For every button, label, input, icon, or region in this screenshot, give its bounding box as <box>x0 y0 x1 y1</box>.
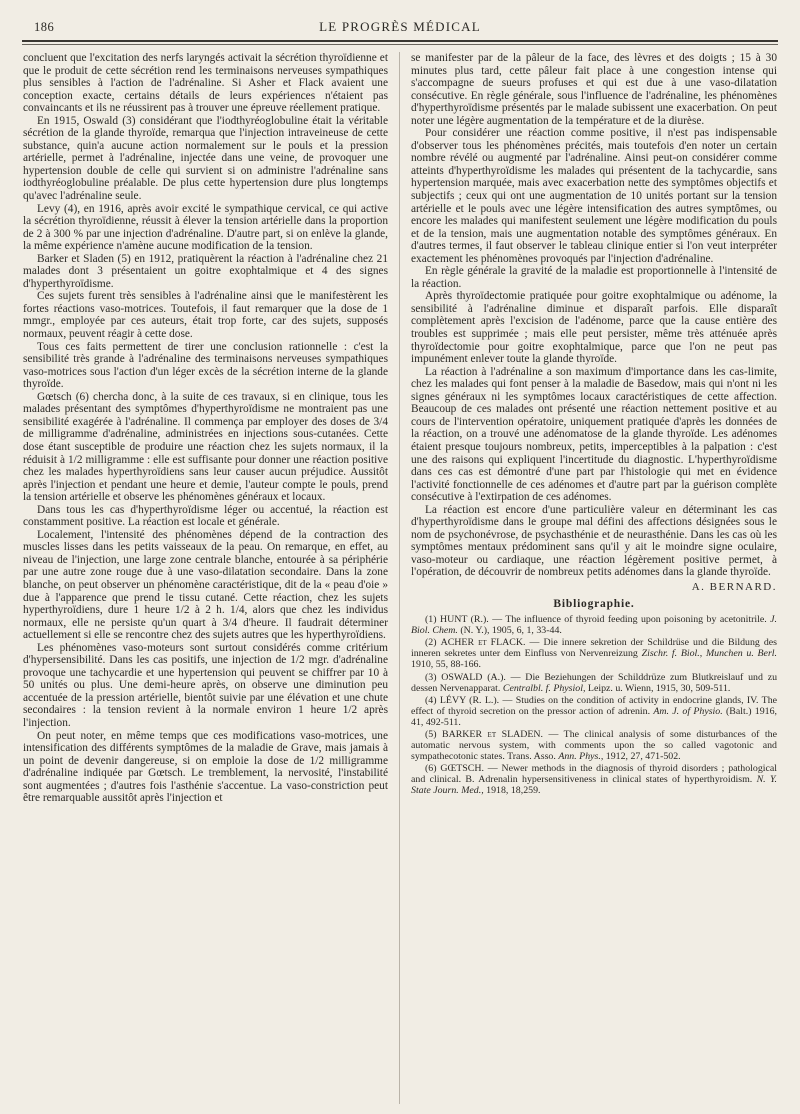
entry-journal: Zischr. f. Biol., Munchen u. Berl. <box>641 648 777 660</box>
entry-author: BARKER et SLADEN. <box>442 729 543 740</box>
bibliography <box>411 614 777 797</box>
entry-journal: N. Y. State Journ. Med., <box>411 774 778 797</box>
entry-text: — Die Beziehungen der Schilddrüze zum Blutkreislauf und zu dessen Nervenapparat. <box>411 671 778 694</box>
bibliography-entry <box>411 614 777 636</box>
paragraph: Dans tous les cas d'hyperthyroïdisme léger ou accentué, la réaction est constamment positive. La réaction est locale et générale. <box>23 503 388 529</box>
right-column <box>411 52 777 798</box>
entry-text: — Studies on the condition of activity in endocrine glands, IV. The effect of thyroid secretion on the pressor action of adrenin. <box>411 694 778 717</box>
paragraph: La réaction est encore d'une particulière valeur en déterminant les cas d'hyperthyroïdisme dans le groupe mal défini des affections désignées sous le nom de psychonévrose, de psychasthénie et de neurasthénie. Dans les cas où les symptômes mentaux prédominent sans qu'il y ait le moindre signe oculaire, vaso-moteur ou cardiaque, une réaction légèrement positive permet, à l'opération, de découvrir de nombreux petits adénomes dans la glande thyroïde. <box>411 503 777 579</box>
entry-ref: 1918, 18,259. <box>486 785 541 797</box>
column-divider <box>399 52 400 1104</box>
paragraph: Ces sujets furent très sensibles à l'adrénaline ainsi que le manifestèrent les fortes réactions vaso-motrices. Toutefois, il faut remarquer que la dose de 1 mmgr., employée par ces auteurs, était trop forte, car des sujets, supposés normaux, peuvent réagir à cette dose. <box>23 290 388 341</box>
entry-author: ACHER et FLACK. <box>440 637 526 649</box>
paragraph: En règle générale la gravité de la maladie est proportionnelle à l'intensité de la réaction. <box>411 265 777 290</box>
bibliography-entry <box>411 695 777 728</box>
entry-ref: Leipz. u. Wienn, 1915, 30, 509-511. <box>587 682 731 694</box>
entry-number: (5) <box>425 729 437 740</box>
entry-text: — Newer methods in the diagnosis of thyroid disorders ; pathological and clinical. B. Adrenalin hypersensitiveness in clinical states of hyperthyroidism. <box>411 763 778 786</box>
entry-text: — The influence of thyroid feeding upon poisoning by acetonitrile. <box>492 614 767 626</box>
entry-number: (4) <box>425 694 437 706</box>
entry-ref: (N. Y.), 1905, 6, 1, 33-44. <box>460 625 562 637</box>
entry-journal: Centralbl. f. Physiol, <box>502 682 586 694</box>
paragraph: Les phénomènes vaso-moteurs sont surtout considérés comme critérium d'hypersensibilité. Dans les cas positifs, une injection de 1/2 mgr. d'adrénaline provoque une tachycardie et une hypertension qui peuvent se chiffrer par 10 à 50 unités ou plus. Une demi-heure après, on observe une diminution peu accentuée de la pression artérielle, bientôt suivie par une élévation et une chute secondaires : la tension revient à la normale environ 1 heure 1/2 après l'injection. <box>23 641 388 729</box>
entry-number: (6) <box>425 763 437 775</box>
entry-author: LÉVY (R. L.). <box>439 694 500 706</box>
entry-number: (3) <box>425 671 437 683</box>
author-signature: A. BERNARD. <box>691 580 777 593</box>
entry-number: (1) <box>425 614 437 626</box>
paragraph: concluent que l'excitation des nerfs laryngés activait la sécrétion thyroïdienne et que le produit de cette sécrétion rend les terminaisons nerveuses sympathiques plus sensibles à l'action de l'adrénaline. Si Asher et Flack avaient une conception exacte, certains détails de leurs expériences n'étaient pas convaincants et ils ne réussirent pas à trouver une épreuve réellement pratique. <box>23 52 388 115</box>
entry-ref: 1910, 55, 88-166. <box>411 659 481 671</box>
paragraph: En 1915, Oswald (3) considérant que l'iodthyréoglobuline était la véritable sécrétion de la glande thyroïde, remarqua que l'injection intraveineuse de cette substance, quin'a aucune action normalement sur le pouls et la pression artérielle, permet à l'adrénaline, injectée dans une veine, de provoquer une hypertension double de celle qui survient si on administre l'adrénaline sans iodthyréoglobuline préalable. De plus cette hypertension dure plus longtemps qu'avec l'adrénaline seule. <box>23 114 388 203</box>
paragraph: se manifester par de la pâleur de la face, des lèvres et des doigts ; 15 à 30 minutes plus tard, cette pâleur fait place à une congestion intense qui s'accompagne de sueurs profuses et qui est due à une vaso-dilatation consécutive. En règle générale, sous l'influence de l'adrénaline, les phénomènes d'hyperthyroïdisme présentés par le malade subissent une exacerbation. On peut noter une légère augmentation de la température et de la diurèse. <box>411 52 777 127</box>
page-number: 186 <box>34 20 55 34</box>
entry-ref: (Balt.) 1916, 41, 492-511. <box>411 705 777 728</box>
entry-journal: Ann. Phys., <box>558 751 604 763</box>
entry-journal: J. Biol. Chem. <box>411 614 777 637</box>
bibliography-entry <box>411 763 777 796</box>
paragraph: On peut noter, en même temps que ces modifications vaso-motrices, une intensification des différents symptômes de la maladie de Grave, mais jamais à un point de devenir dangereuse, si on emploie la dose de 1/2 milligramme d'adrénaline indiquée par Gœtsch. Le tremblement, la nervosité, l'instabilité sont augmentées ; d'autres fois l'asthénie s'accentue. La vaso-constriction peut être remarquable aussitôt après l'injection et <box>23 729 388 805</box>
paragraph: La réaction à l'adrénaline a son maximum d'importance dans les cas-limite, chez les malades qui font penser à la maladie de Basedow, mais qui n'ont ni les signes généraux ni les symptômes locaux caractéristiques de cette affection. Beaucoup de ces malades ont présenté une réaction nettement positive et au cours de l'intervention opératoire, uniquement pratiquée d'après les données de la réaction, on a trouvé une adénomatose de la glande thyroïde. Les adénomes étaient presque toujours nombreux, petits, imperceptibles à la palpation : c'est une des raisons qui expliquent l'incertitude du diagnostic. L'hyperthyroïdisme dans ces cas est démontré d'une part par l'histologie qui met en évidence l'activité fonctionnelle de ces adénomes et d'autre part par la guérison complète consécutive à l'extirpation de ces adénomes. <box>411 365 777 504</box>
entry-text: — Die innere sekretion der Schildrüse und die Bildung des inneren sekretes unter dem Einfluss von Nervenreizung <box>411 637 778 660</box>
paragraph: Tous ces faits permettent de tirer une conclusion rationnelle : c'est la sensibilité très grande à l'adrénaline des terminaisons nerveuses sympathiques vaso-motrices sous l'action d'un léger excès de la sécrétion interne de la glande thyroïde. <box>23 340 388 391</box>
bibliography-entry <box>411 729 777 762</box>
bibliography-entry <box>411 637 777 670</box>
paragraph: Barker et Sladen (5) en 1912, pratiquèrent la réaction à l'adrénaline chez 21 malades dont 3 présentaient un goitre exophtalmique et 4 des signes d'hyperthyroïdisme. <box>23 252 388 290</box>
paragraph: Pour considérer une réaction comme positive, il n'est pas indispensable d'observer tous les phénomènes précités, mais toutefois d'en noter un certain nombre révélé ou augmenté par l'adrénaline. Ainsi peut-on considérer comme atteints d'hyperthyroïdisme les malades qui présentent de la tachycardie, sans hypertension marquée, mais avec exacerbation nette des symptômes objectifs et subjectifs ; ceux qui ont une augmentation de 10 unités portant sur la tension artérielle et le pouls avec une légère intensification des autres symptômes, ou encore les malades qui manifestent seulement une légère modification du pouls et de la tension, mais une augmentation notable des symptômes généraux. En d'autres termes, il faut observer le tableau clinique entier si l'on veut interpréter exactement les phénomènes provoqués par l'injection d'adrénaline. <box>411 127 777 265</box>
paragraph: Gœtsch (6) chercha donc, à la suite de ces travaux, si en clinique, tous les malades présentant des symptômes d'hyperthyroïdisme ne montraient pas une sensibilité exagérée à l'adrénaline. Il commença par employer des doses de 3/4 de milligramme d'adrénaline, administrées en injections sous-cutanées. Cette dose étant susceptible de produire une réaction chez les sujets normaux, il la réduisit à 1/2 milligramme : elle est suffisante pour donner une réaction positive chez les malades hyperthyroïdiens sans leur causer aucun préjudice. Aussitôt après l'injection et pendant une heure et demie, l'auteur compte le pouls, prend la tension artérielle et observe les phénomènes généraux et locaux. <box>23 390 388 504</box>
journal-title: LE PROGRÈS MÉDICAL <box>319 19 481 34</box>
entry-author: GŒTSCH. <box>440 763 484 775</box>
page-header <box>22 14 778 40</box>
paragraph: Après thyroïdectomie pratiquée pour goitre exophtalmique ou adénome, la sensibilité à l'adrénaline diminue et disparaît parfois. Elle disparaît complètement après l'excision de l'adénome, parce que la cause entière des troubles est supprimée ; mais elle peut persister, même très atténuée après thyroïdectomie pour goitre exophtalmique, parce que l'on ne peut pas impunément enlever toute la glande thyroïde. <box>411 290 777 366</box>
entry-number: (2) <box>425 637 437 649</box>
entry-journal: Am. J. of Physio. <box>653 705 723 717</box>
paragraph: Localement, l'intensité des phénomènes dépend de la contraction des muscles lisses dans les petits vaisseaux de la peau. On remarque, en effet, au niveau de l'injection, une large zone centrale blanche, entourée à sa périphérie par une autre zone rouge due à une vaso-dilatation secondaire. Dans la zone blanche, on peut observer un phénomène caractéristique, dit de la « peau d'oie » due à l'apparence que prend le tissu cutané. Cette réaction, chez les sujets hyperthyroïdiens, dure 1 heure 1/2 à 2 h. 1/4, alors que chez les individus normaux, elle ne persiste qu'un quart à 3/4 d'heure. Il faudrait déterminer actuellement si elle se rencontre chez des sujets autres que les hyperthyroïdiens. <box>23 528 388 642</box>
entry-ref: 1912, 27, 471-502. <box>605 751 681 763</box>
bibliography-title: Bibliographie. <box>553 597 635 610</box>
entry-author: HUNT (R.). <box>439 614 489 626</box>
bibliography-entry <box>411 672 777 694</box>
entry-text: — The clinical analysis of some disturbances of the automatic nervous system, with comments upon the so called vagotonic and sympathecotonic states. Trans. Asso. <box>411 729 777 763</box>
entry-author: OSWALD (A.). <box>441 671 506 683</box>
left-column <box>23 52 388 805</box>
header-rule-thin <box>22 44 778 45</box>
header-rule <box>22 40 778 42</box>
paragraph: Levy (4), en 1916, après avoir excité le sympathique cervical, ce qui active la sécrétion thyroïdienne, réussit à élever la tension artérielle dans la proportion de 2 à 300 % par une injection d'adrénaline. D'autre part, si on enlève la glande, la même expérience n'amène aucune modification de la tension. <box>23 202 388 253</box>
